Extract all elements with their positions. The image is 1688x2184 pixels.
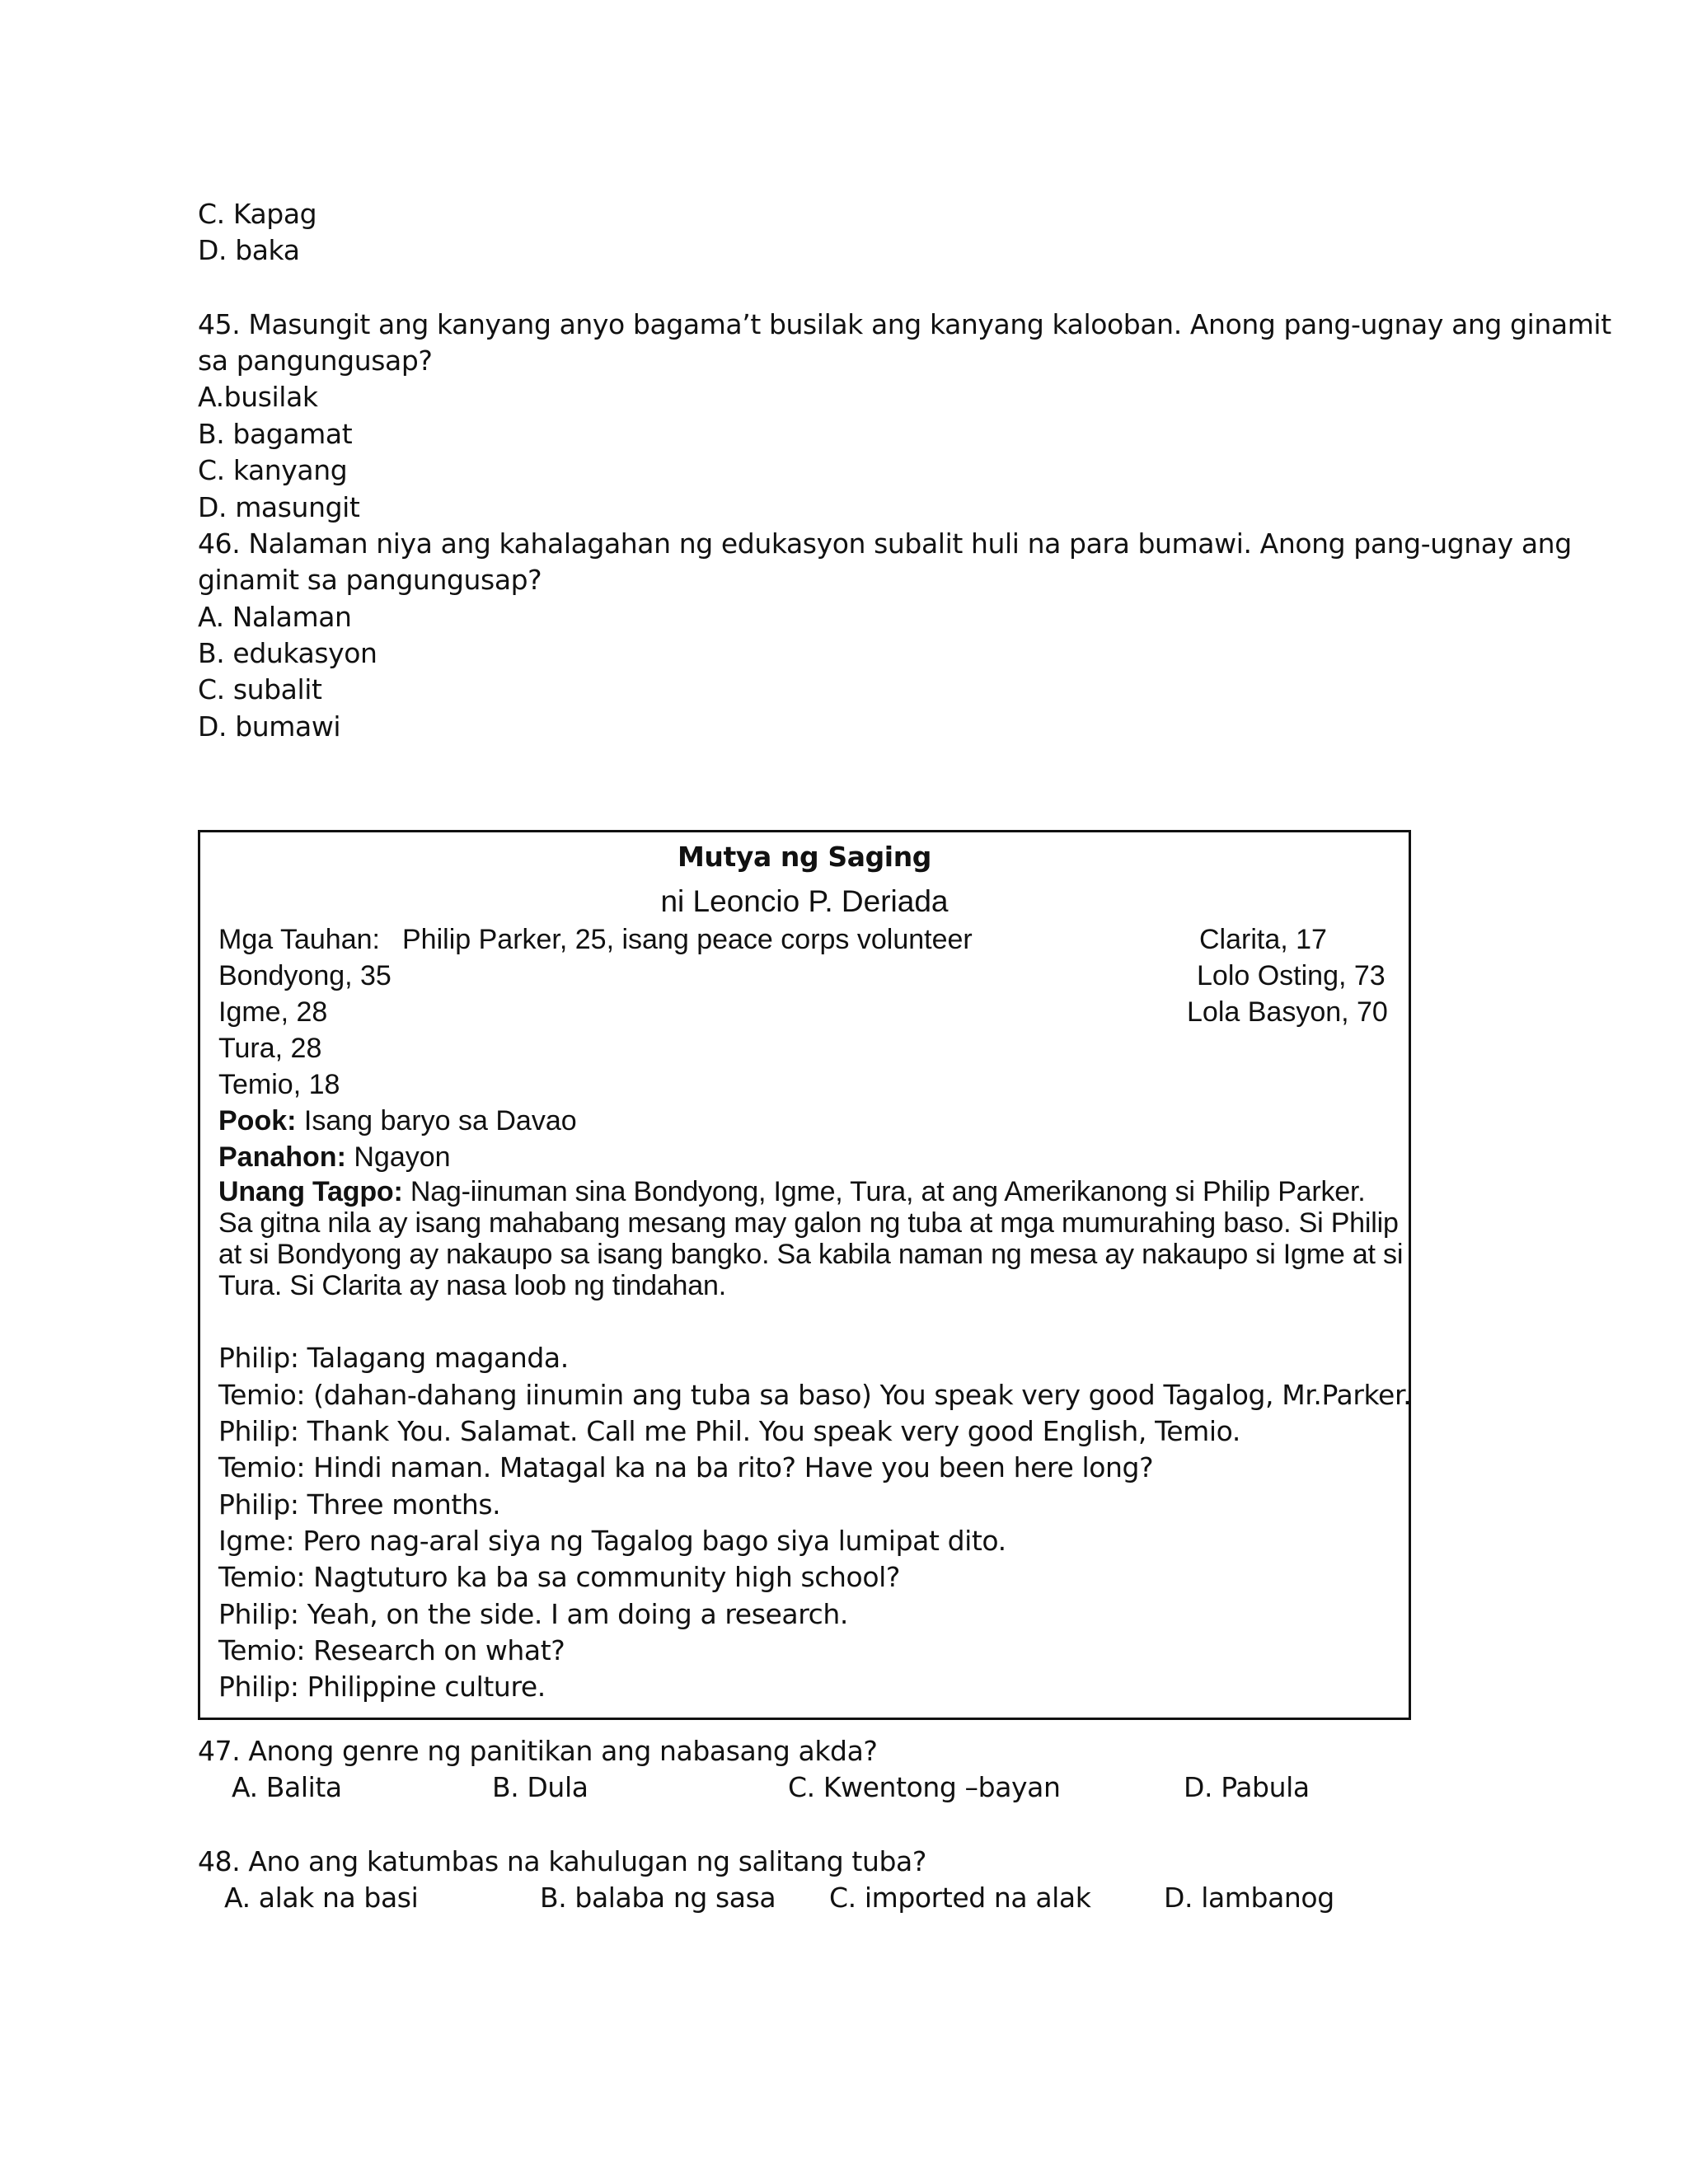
q45-option-b: B. bagamat <box>198 418 353 450</box>
q47-option-a: A. Balita <box>232 1771 342 1803</box>
q45-option-d: D. masungit <box>198 491 360 523</box>
option-d-prev: D. baka <box>198 234 300 266</box>
q45-text-line1: 45. Masungit ang kanyang anyo bagama’t busilak ang kanyang kalooban. Anong pang-ugnay ang ginamit <box>198 308 1611 340</box>
panahon-line <box>218 1139 451 1175</box>
tagpo-line1 <box>218 1175 1366 1208</box>
tauhan-right-2: Lolo Osting, 73 <box>1197 960 1386 991</box>
q48-text: 48. Ano ang katumbas na kahulugan ng salitang tuba? <box>198 1845 926 1877</box>
q47-option-c: C. Kwentong –bayan <box>788 1771 1061 1803</box>
q46-option-b: B. edukasyon <box>198 637 377 669</box>
tauhan-first: Philip Parker, 25, isang peace corps volunteer <box>402 924 973 955</box>
q47-option-b: B. Dula <box>492 1771 588 1803</box>
passage-author: ni Leoncio P. Deriada <box>660 884 949 918</box>
q46-text-line2: ginamit sa pangungusap? <box>198 564 542 596</box>
q47-text: 47. Anong genre ng panitikan ang nabasang akda? <box>198 1735 878 1767</box>
dialogue-line-5: Philip: Three months. <box>218 1488 501 1521</box>
q45-option-a: A.busilak <box>198 381 318 413</box>
dialogue-line-7: Temio: Nagtuturo ka ba sa community high school? <box>218 1561 900 1593</box>
q46-option-d: D. bumawi <box>198 710 341 743</box>
tauhan-right-3: Lola Basyon, 70 <box>1187 996 1388 1028</box>
tagpo-line4: Tura. Si Clarita ay nasa loob ng tindahan. <box>218 1270 726 1301</box>
tagpo-text1: Nag-iinuman sina Bondyong, Igme, Tura, at ang Amerikanong si Philip Parker. <box>402 1176 1366 1207</box>
tauhan-left-2: Igme, 28 <box>218 996 328 1028</box>
dialogue-line-2: Temio: (dahan-dahang iinumin ang tuba sa baso) You speak very good Tagalog, Mr.Parker. <box>218 1379 1412 1411</box>
tagpo-line3: at si Bondyong ay nakaupo sa isang bangko. Sa kabila naman ng mesa ay nakaupo si Igme at si <box>218 1239 1404 1270</box>
q48-option-a: A. alak na basi <box>224 1882 419 1914</box>
pook-label: Pook: <box>218 1105 297 1137</box>
dialogue-line-8: Philip: Yeah, on the side. I am doing a research. <box>218 1598 849 1630</box>
dialogue-line-9: Temio: Research on what? <box>218 1634 565 1666</box>
q45-text-line2: sa pangungusap? <box>198 344 433 377</box>
dialogue-line-4: Temio: Hindi naman. Matagal ka na ba rito? Have you been here long? <box>218 1451 1154 1483</box>
q48-option-c: C. imported na alak <box>829 1882 1091 1914</box>
tauhan-right-1: Clarita, 17 <box>1199 924 1327 955</box>
tauhan-left-4: Temio, 18 <box>218 1069 340 1100</box>
tagpo-line2: Sa gitna nila ay isang mahabang mesang may galon ng tuba at mga mumurahing baso. Si Philip <box>218 1207 1399 1239</box>
passage-title: Mutya ng Saging <box>677 841 932 873</box>
q46-option-c: C. subalit <box>198 673 322 705</box>
q45-option-c: C. kanyang <box>198 454 348 486</box>
pook-line <box>218 1103 577 1139</box>
tauhan-label: Mga Tauhan: <box>218 924 380 955</box>
tauhan-left-1: Bondyong, 35 <box>218 960 392 991</box>
q46-option-a: A. Nalaman <box>198 601 352 633</box>
q48-option-d: D. lambanog <box>1164 1882 1334 1914</box>
dialogue-line-3: Philip: Thank You. Salamat. Call me Phil. You speak very good English, Temio. <box>218 1415 1240 1447</box>
q48-option-b: B. balaba ng sasa <box>540 1882 776 1914</box>
panahon-label: Panahon: <box>218 1141 346 1173</box>
q47-option-d: D. Pabula <box>1184 1771 1310 1803</box>
pook-value: Isang baryo sa Davao <box>296 1105 577 1137</box>
tauhan-left-3: Tura, 28 <box>218 1033 322 1064</box>
dialogue-line-1: Philip: Talagang maganda. <box>218 1342 569 1374</box>
dialogue-line-10: Philip: Philippine culture. <box>218 1671 546 1703</box>
dialogue-line-6: Igme: Pero nag-aral siya ng Tagalog bago siya lumipat dito. <box>218 1525 1006 1557</box>
option-c-prev: C. Kapag <box>198 198 317 230</box>
q46-text-line1: 46. Nalaman niya ang kahalagahan ng edukasyon subalit huli na para bumawi. Anong pang-ugnay ang <box>198 527 1572 560</box>
panahon-value: Ngayon <box>345 1141 451 1173</box>
tagpo-label: Unang Tagpo: <box>218 1176 403 1207</box>
